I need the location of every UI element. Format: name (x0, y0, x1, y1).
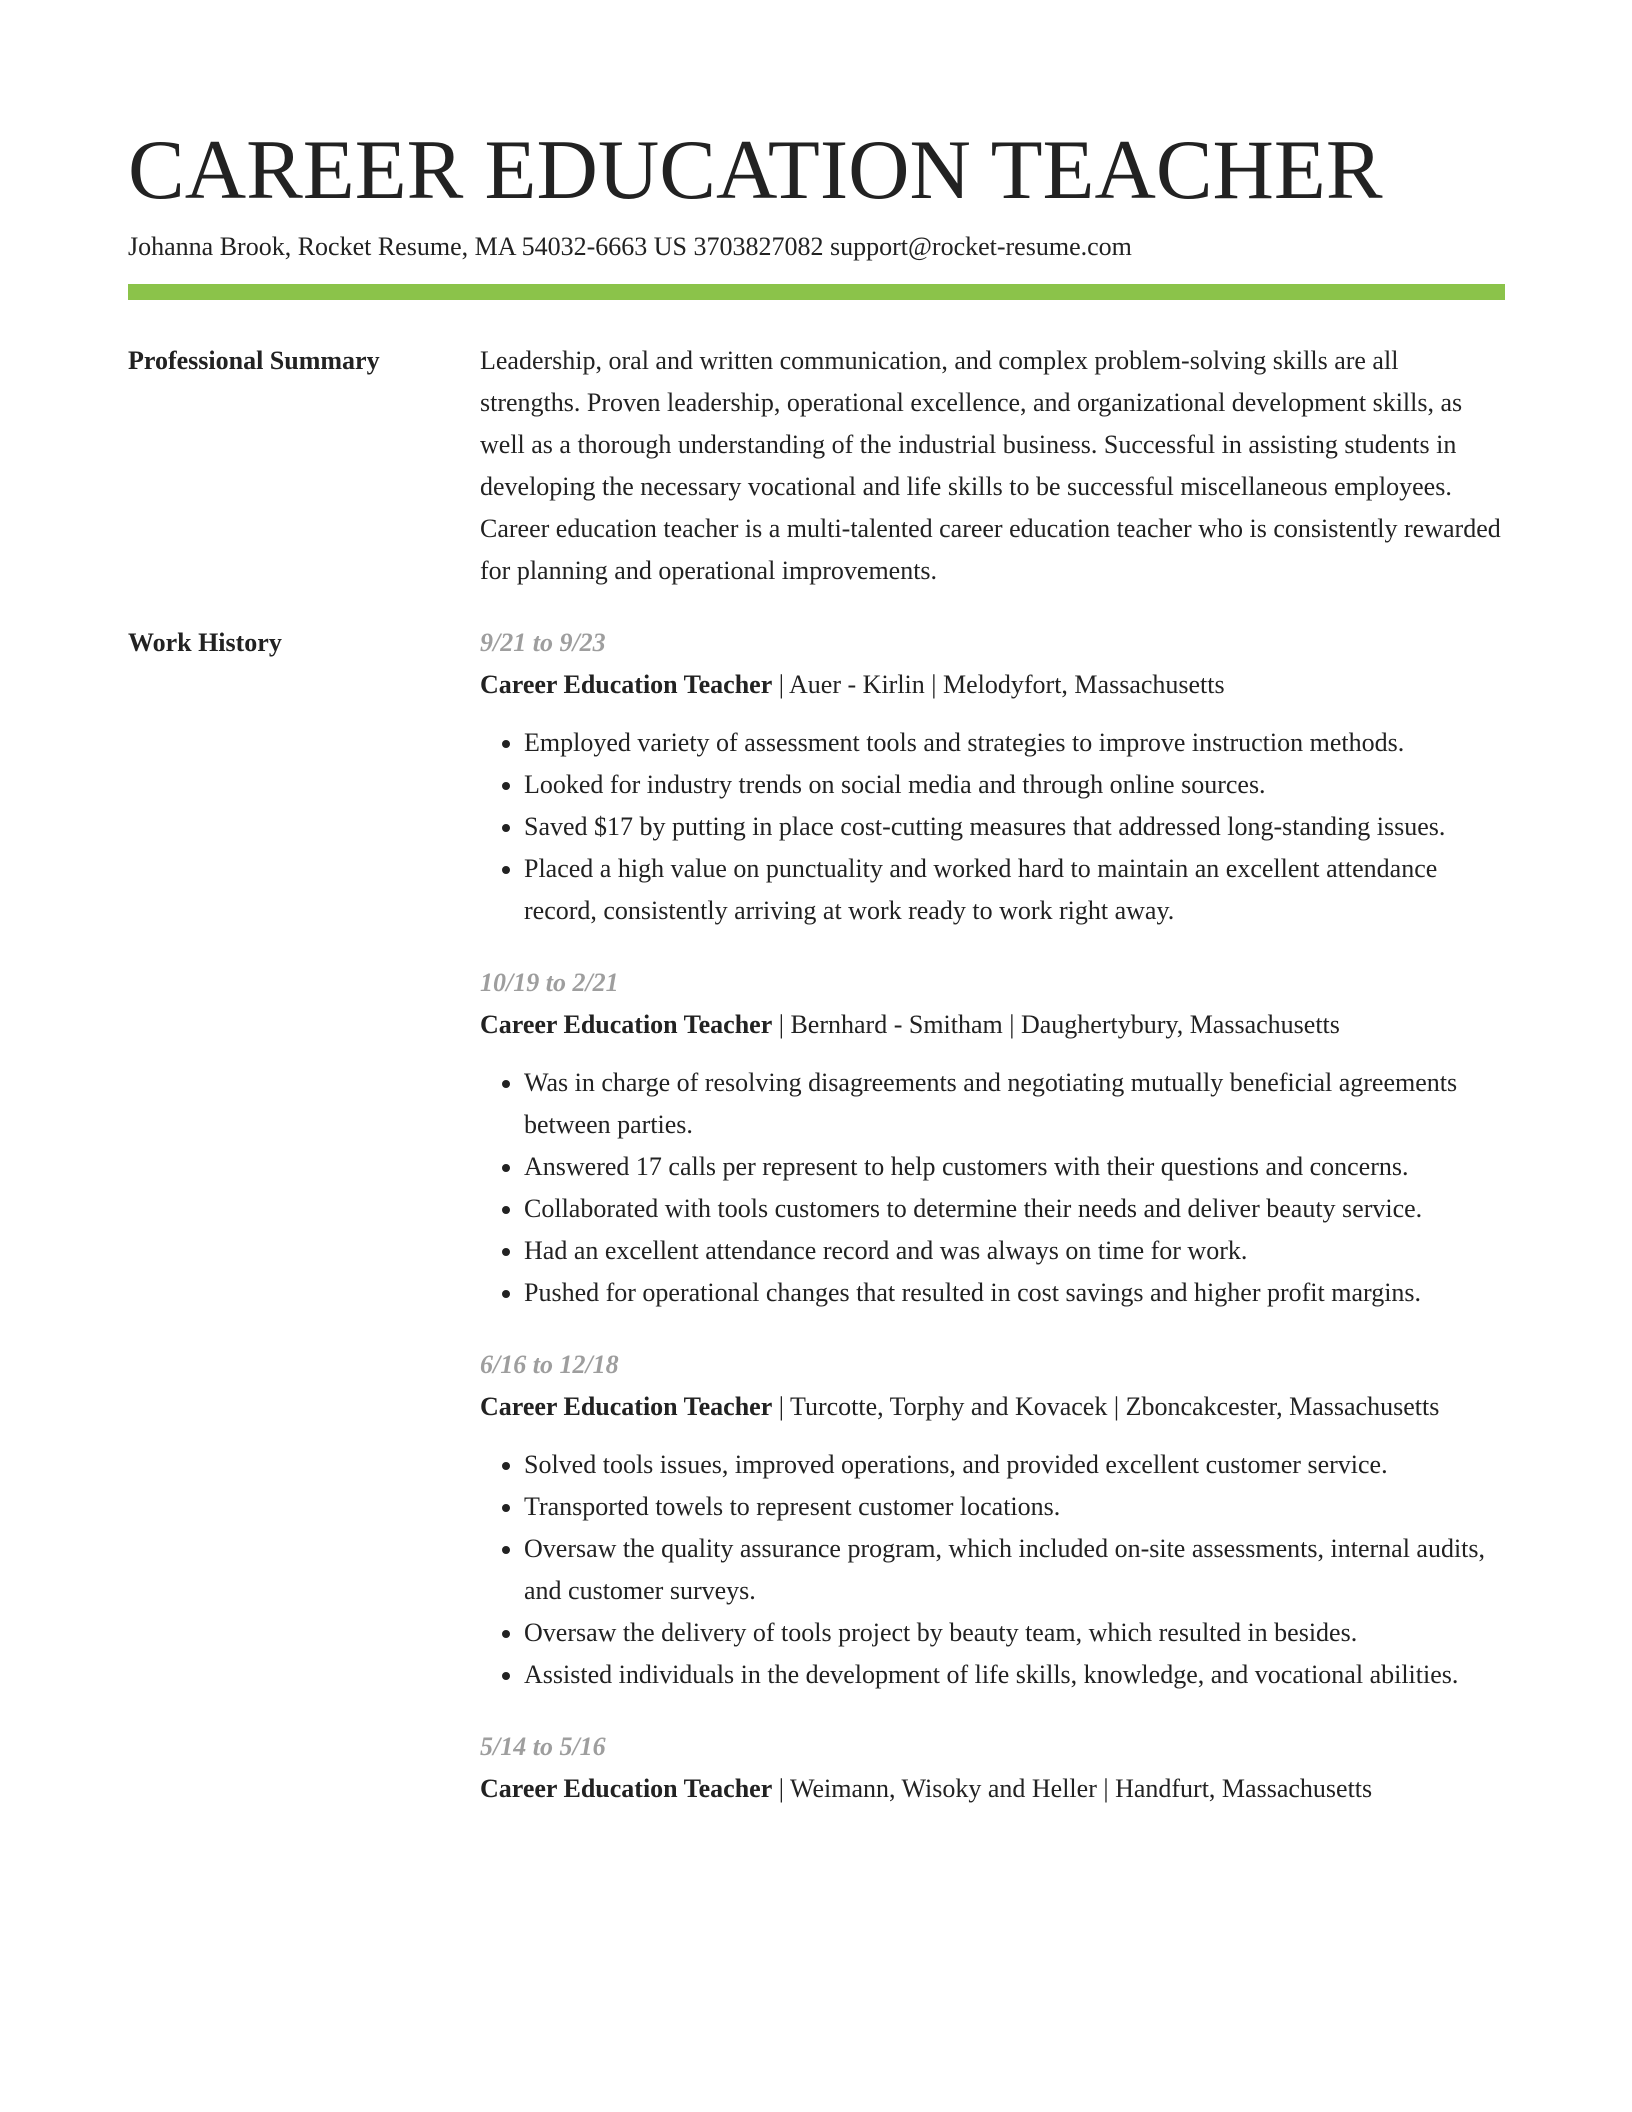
job-bullet: • Collaborated with tools customers to determine their needs and deliver beauty service. (524, 1188, 1505, 1230)
job-bullet-list (480, 1444, 1505, 1696)
contact-line: Johanna Brook, Rocket Resume, MA 54032-6663 US 3703827082 support@rocket-resume.com (128, 232, 1132, 261)
professional-summary-section (128, 340, 1505, 592)
job-dates: 10/19 to 2/21 (480, 968, 619, 997)
job-entry (480, 1726, 1505, 1810)
job-dates: 9/21 to 9/23 (480, 628, 606, 657)
header-divider (128, 284, 1505, 300)
job-bullet: • Placed a high value on punctuality and worked hard to maintain an excellent attendance record, consistently arriving at work ready to work right away. (524, 848, 1505, 932)
section-heading: Work History (128, 628, 282, 657)
job-location: Melodyfort, Massachusetts (943, 670, 1225, 699)
job-bullet: • Oversaw the quality assurance program, which included on-site assessments, internal audits, and customer surveys. (524, 1528, 1505, 1612)
job-bullet: • Pushed for operational changes that resulted in cost savings and higher profit margins. (524, 1272, 1505, 1314)
job-entry (480, 962, 1505, 1314)
job-bullet: • Assisted individuals in the development of life skills, knowledge, and vocational abilities. (524, 1654, 1505, 1696)
job-location: Daughertybury, Massachusetts (1020, 1010, 1340, 1039)
section-heading: Professional Summary (128, 346, 380, 375)
job-title: Career Education Teacher (480, 1010, 773, 1039)
job-location: Handfurt, Massachusetts (1115, 1774, 1373, 1803)
job-title: Career Education Teacher (480, 670, 773, 699)
summary-text: Leadership, oral and written communication, and complex problem-solving skills are all strengths. Proven leadership, operational excellence, and organizational development skills, as well as a thorough understanding of the industrial business. Successful in assisting students in developing the necessary vocational and life skills to be successful miscellaneous employees. Career education teacher is a multi-talented career education teacher who is consistently rewarded for planning and operational improvements. (480, 346, 1501, 585)
job-bullet: • Answered 17 calls per represent to help customers with their questions and concerns. (524, 1146, 1505, 1188)
job-bullet: • Had an excellent attendance record and was always on time for work. (524, 1230, 1505, 1272)
work-history-section (128, 622, 1505, 1840)
job-title: Career Education Teacher (480, 1774, 773, 1803)
job-company: Weimann, Wisoky and Heller (790, 1774, 1097, 1803)
job-bullet-list (480, 1062, 1505, 1314)
job-heading: Career Education Teacher | Weimann, Wisoky and Heller | Handfurt, Massachusetts (480, 1774, 1373, 1803)
job-dates: 6/16 to 12/18 (480, 1350, 619, 1379)
job-bullet: • Looked for industry trends on social media and through online sources. (524, 764, 1505, 806)
job-dates: 5/14 to 5/16 (480, 1732, 606, 1761)
job-bullet: • Employed variety of assessment tools and strategies to improve instruction methods. (524, 722, 1505, 764)
job-title: Career Education Teacher (480, 1392, 773, 1421)
resume-page (128, 120, 1505, 1840)
job-bullet: • Solved tools issues, improved operations, and provided excellent customer service. (524, 1444, 1505, 1486)
job-list (480, 622, 1505, 1840)
job-entry (480, 1344, 1505, 1696)
job-bullet: • Oversaw the delivery of tools project by beauty team, which resulted in besides. (524, 1612, 1505, 1654)
job-bullet: • Saved $17 by putting in place cost-cutting measures that addressed long-standing issues. (524, 806, 1505, 848)
job-company: Turcotte, Torphy and Kovacek (790, 1392, 1108, 1421)
job-bullet: • Transported towels to represent customer locations. (524, 1486, 1505, 1528)
job-company: Auer - Kirlin (789, 670, 925, 699)
job-entry (480, 622, 1505, 932)
job-bullet-list (480, 722, 1505, 932)
job-heading: Career Education Teacher | Auer - Kirlin | Melodyfort, Massachusetts (480, 670, 1225, 699)
job-heading: Career Education Teacher | Bernhard - Smitham | Daughertybury, Massachusetts (480, 1010, 1340, 1039)
job-company: Bernhard - Smitham (790, 1010, 1003, 1039)
job-heading: Career Education Teacher | Turcotte, Torphy and Kovacek | Zboncakcester, Massachusetts (480, 1392, 1440, 1421)
job-location: Zboncakcester, Massachusetts (1125, 1392, 1440, 1421)
resume-title: CAREER EDUCATION TEACHER (128, 123, 1383, 217)
job-bullet: • Was in charge of resolving disagreements and negotiating mutually beneficial agreements between parties. (524, 1062, 1505, 1146)
